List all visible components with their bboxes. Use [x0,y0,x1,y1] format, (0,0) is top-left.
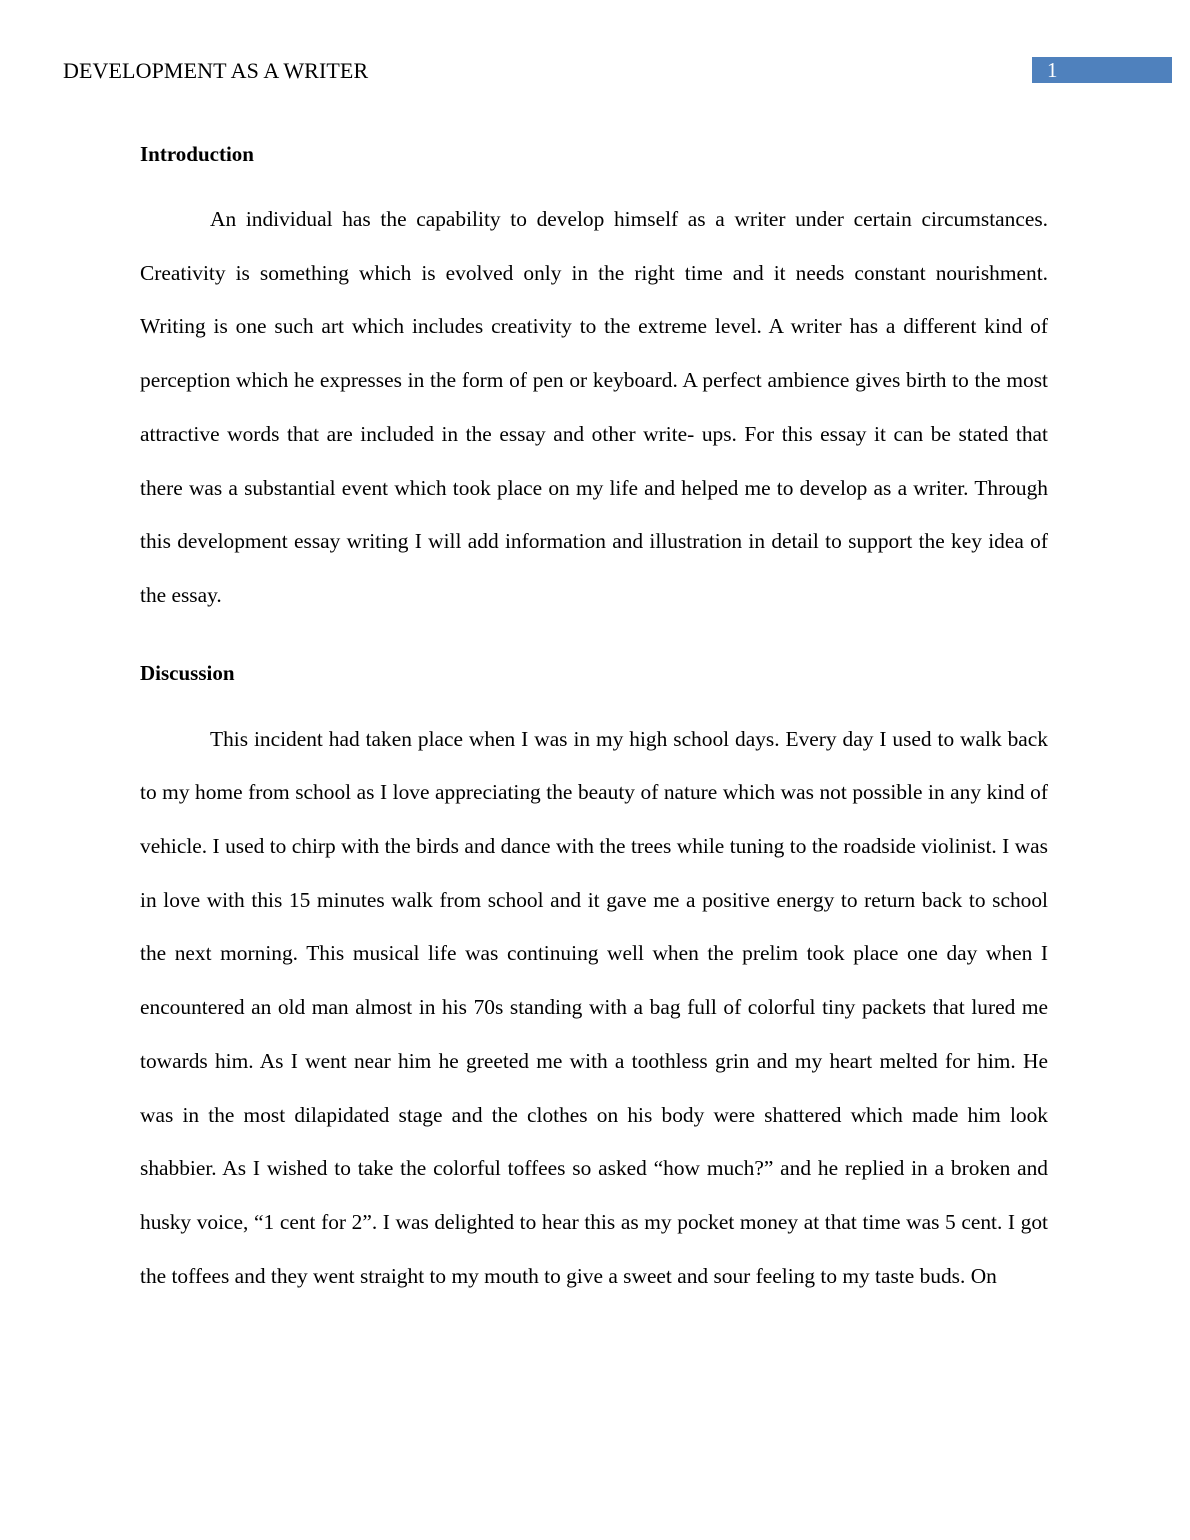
page-number: 1 [1047,58,1058,82]
document-body [140,134,1048,1303]
running-header-title: DEVELOPMENT AS A WRITER [63,58,369,83]
paragraph-introduction: An individual has the capability to develop himself as a writer under certain circumstances. Creativity is something which is evolved only in the right time and it needs constant nourishment. Writing is one such art which includes creativity to the extreme level. A writer has a different kind of perception which he expresses in the form of pen or keyboard. A perfect ambience gives birth to the most attractive words that are included in the essay and other write- ups. For this essay it can be stated that there was a substantial event which took place on my life and helped me to develop as a writer. Through this development essay writing I will add information and illustration in detail to support the key idea of the essay. [140,207,1048,607]
paragraph-discussion: This incident had taken place when I was in my high school days. Every day I used to walk back to my home from school as I love appreciating the beauty of nature which was not possible in any kind of vehicle. I used to chirp with the birds and dance with the trees while tuning to the roadside violinist. I was in love with this 15 minutes walk from school and it gave me a positive energy to return back to school the next morning. This musical life was continuing well when the prelim took place one day when I encountered an old man almost in his 70s standing with a bag full of colorful tiny packets that lured me towards him. As I went near him he greeted me with a toothless grin and my heart melted for him. He was in the most dilapidated stage and the clothes on his body were shattered which made him look shabbier. As I wished to take the colorful toffees so asked “how much?” and he replied in a broken and husky voice, “1 cent for 2”. I was delighted to hear this as my pocket money at that time was 5 cent. I got the toffees and they went straight to my mouth to give a sweet and sour feeling to my taste buds. On [140,726,1048,1288]
page-number-badge [1032,57,1172,83]
heading-introduction: Introduction [140,142,254,166]
heading-discussion: Discussion [140,660,235,685]
